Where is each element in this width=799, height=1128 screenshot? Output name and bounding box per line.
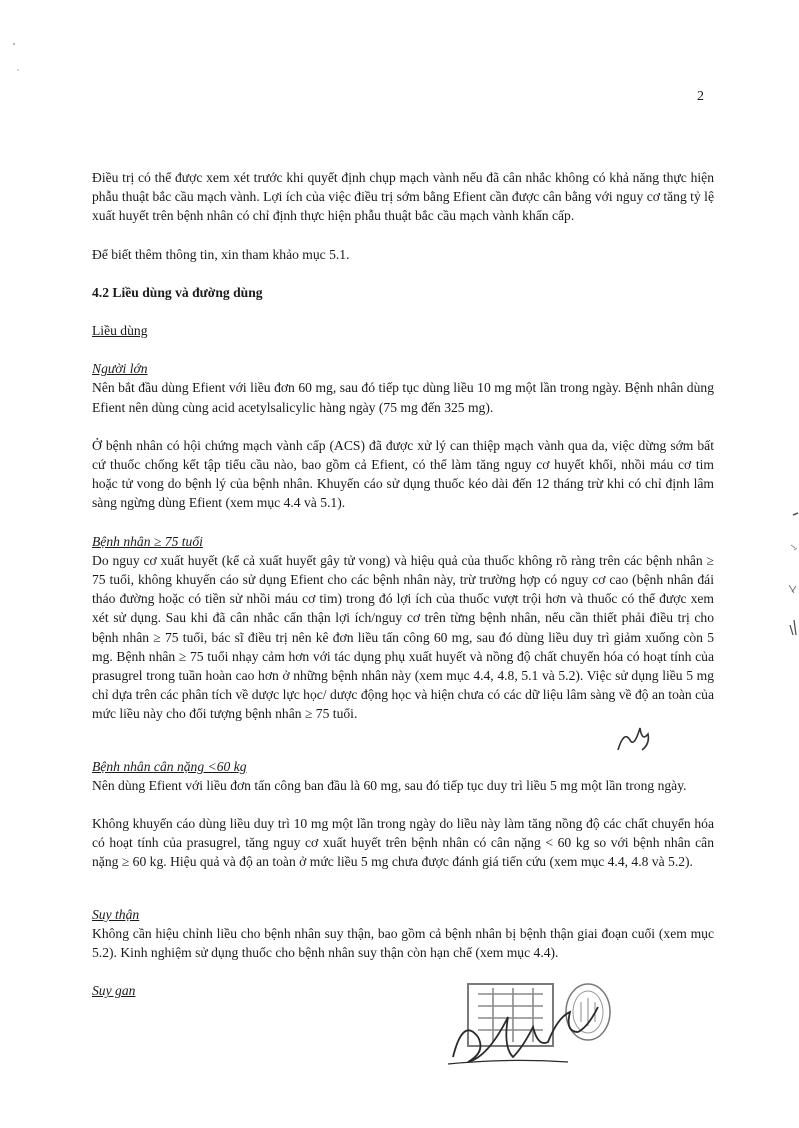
document-body: [92, 168, 714, 1001]
scan-edge-marks: [779, 500, 799, 650]
paragraph-low-weight-dose: Nên dùng Efient với liều đơn tấn công ban đầu là 60 mg, sau đó tiếp tục duy trì liều 5 mg một lần trong ngày.: [92, 777, 687, 793]
signature-stamp: [448, 982, 668, 1072]
paragraph-angiography: Điều trị có thể được xem xét trước khi quyết định chụp mạch vành nếu đã cân nhắc không có khả năng thực hiện phẫu thuật bắc cầu mạch vành. Lợi ích của việc điều trị sớm bằng Efient cần được cân bằng với nguy cơ tăng tỷ lệ xuất huyết trên bệnh nhân có chỉ định thực hiện phẫu thuật bắc cầu mạch vành khẩn cấp.: [92, 170, 714, 224]
page-number: 2: [697, 89, 704, 104]
paragraph-reference: Để biết thêm thông tin, xin tham khảo mục 5.1.: [92, 246, 350, 262]
heading-low-weight: Bệnh nhân cân nặng <60 kg: [92, 758, 247, 774]
heading-adults: Người lớn: [92, 361, 148, 377]
section-heading: 4.2 Liều dùng và đường dùng: [92, 284, 263, 300]
paragraph-adult-dose: Nên bắt đầu dùng Efient với liều đơn 60 mg, sau đó tiếp tục dùng liều 10 mg một lần trong ngày. Bệnh nhân dùng Efient nên dùng cùng acid acetylsalicylic hàng ngày (75 mg đến 325 mg).: [92, 380, 714, 415]
scan-corner-mark: [10, 40, 22, 85]
paragraph-elderly: Do nguy cơ xuất huyết (kể cả xuất huyết gây tử vong) và hiệu quả của thuốc không rõ ràng trên các bệnh nhân ≥ 75 tuổi, không khuyến cáo sử dụng Efient cho các bệnh nhân này, trừ trường hợp có nguy cơ cao (bệnh nhân đái tháo đường hoặc có tiền sử nhồi máu cơ tim) trong đó lợi ích của thuốc vượt trội hơn và thuốc có thể được xem xét sử dụng. Sau khi đã cân nhắc cẩn thận lợi ích/nguy cơ trên từng bệnh nhân, nếu cần thiết phải điều trị cho bệnh nhân ≥ 75 tuổi, bác sĩ điều trị nên kê đơn liều tấn công 60 mg, sau đó dùng liều duy trì giảm xuống còn 5 mg. Bệnh nhân ≥ 75 tuổi nhạy cảm hơn với tác dụng phụ xuất huyết và nồng độ chất chuyển hóa có hoạt tính của prasugrel trong tuần hoàn cao hơn ở những bệnh nhân này (xem mục 4.4, 4.8, 5.1 và 5.2). Việc sử dụng liều 5 mg chỉ dựa trên các phân tích về dược lực học/ dược động học và hiện chưa có các dữ liệu lâm sàng về độ an toàn của mức liều này cho đối tượng bệnh nhân ≥ 75 tuổi.: [92, 552, 714, 722]
paragraph-acs: Ở bệnh nhân có hội chứng mạch vành cấp (ACS) đã được xử lý can thiệp mạch vành qua da, việc dừng sớm bất cứ thuốc chống kết tập tiểu cầu nào, bao gồm cả Efient, có thể làm tăng nguy cơ huyết khối, nhồi máu cơ tim hoặc tử vong do bệnh lý của bệnh nhân. Khuyến cáo sử dụng thuốc kéo dài đến 12 tháng trừ khi có chỉ định lâm sàng ngừng dùng Efient (xem mục 4.4 và 5.1).: [92, 437, 714, 511]
initials-mark: [614, 724, 654, 761]
heading-hepatic: Suy gan: [92, 983, 136, 999]
paragraph-renal: Không cần hiệu chỉnh liều cho bệnh nhân suy thận, bao gồm cả bệnh nhân bị bệnh thận giai đoạn cuối (xem mục 5.2). Kinh nghiệm sử dụng thuốc cho bệnh nhân suy thận còn hạn chế (xem mục 4.4).: [92, 925, 714, 961]
subheading-dosage: Liều dùng: [92, 323, 148, 339]
heading-elderly: Bệnh nhân ≥ 75 tuổi: [92, 533, 203, 549]
heading-renal: Suy thận: [92, 906, 140, 922]
paragraph-low-weight-warning: Không khuyến cáo dùng liều duy trì 10 mg một lần trong ngày do liều này làm tăng nồng độ các chất chuyển hóa có hoạt tính của prasugrel, tăng nguy cơ xuất huyết trên bệnh nhân có cân nặng < 60 kg so với bệnh nhân cân nặng ≥ 60 kg. Hiệu quả và độ an toàn ở mức liều 5 mg chưa được đánh giá tiến cứu (xem mục 4.4, 4.8 và 5.2).: [92, 816, 714, 870]
